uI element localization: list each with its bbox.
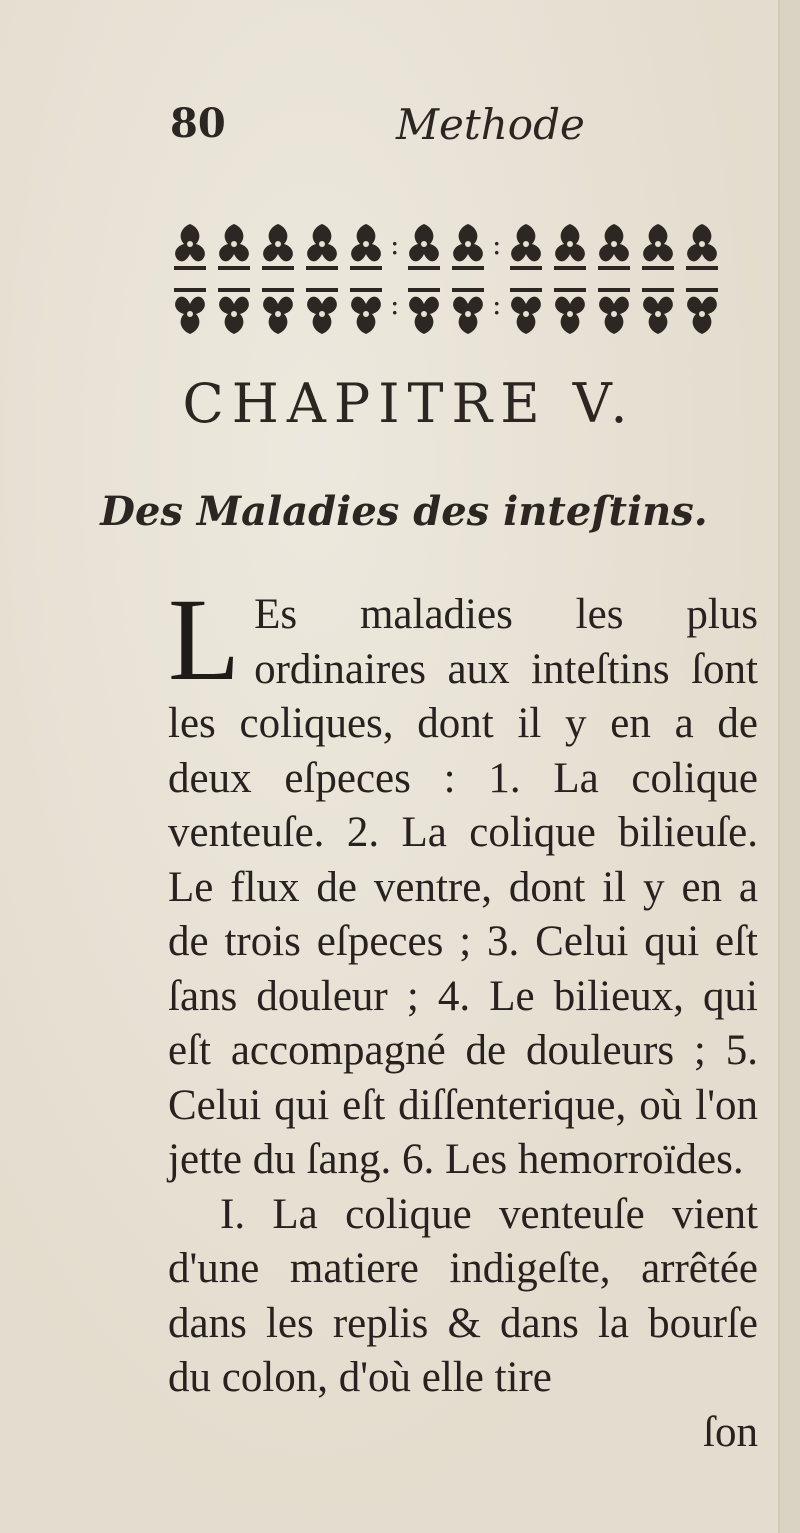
catchword: ſon — [703, 1408, 758, 1456]
fleuron-band-icon — [170, 214, 750, 344]
ornament-svg — [170, 214, 750, 344]
running-head: Methode — [396, 100, 585, 149]
body-text — [168, 574, 758, 1460]
chapter-subtitle: Des Maladies des inteſtins. — [100, 488, 708, 535]
svg-text::: : — [390, 228, 400, 261]
chapter-title: CHAPITRE V. — [182, 372, 636, 435]
paragraph-1 — [168, 574, 758, 1188]
svg-text::: : — [492, 288, 502, 321]
page-header — [168, 100, 728, 160]
drop-cap: L — [168, 574, 241, 705]
svg-text::: : — [390, 288, 400, 321]
paragraph-2: I. La colique venteuſe vient d'une matiere indigeſte, arrêtée dans les replis & dans la bourſe du colon, d'où elle tire — [168, 1190, 758, 1401]
svg-text::: : — [492, 228, 502, 261]
paragraph-1-text: Es maladies les plus ordinaires aux inteſtins ſont les coliques, dont il y en a de deux eſpeces : 1. La colique venteuſe. 2. La colique bilieuſe. Le flux de ventre, dont il y en a de trois eſpeces ; 3. Celui qui eſt ſans douleur ; 4. Le bilieux, qui eſt accompagné de douleurs ; 5. Celui qui eſt diſſenterique, où l'on jette du ſang. 6. Les hemorroïdes. — [168, 591, 758, 1183]
page-number: 80 — [170, 100, 226, 147]
